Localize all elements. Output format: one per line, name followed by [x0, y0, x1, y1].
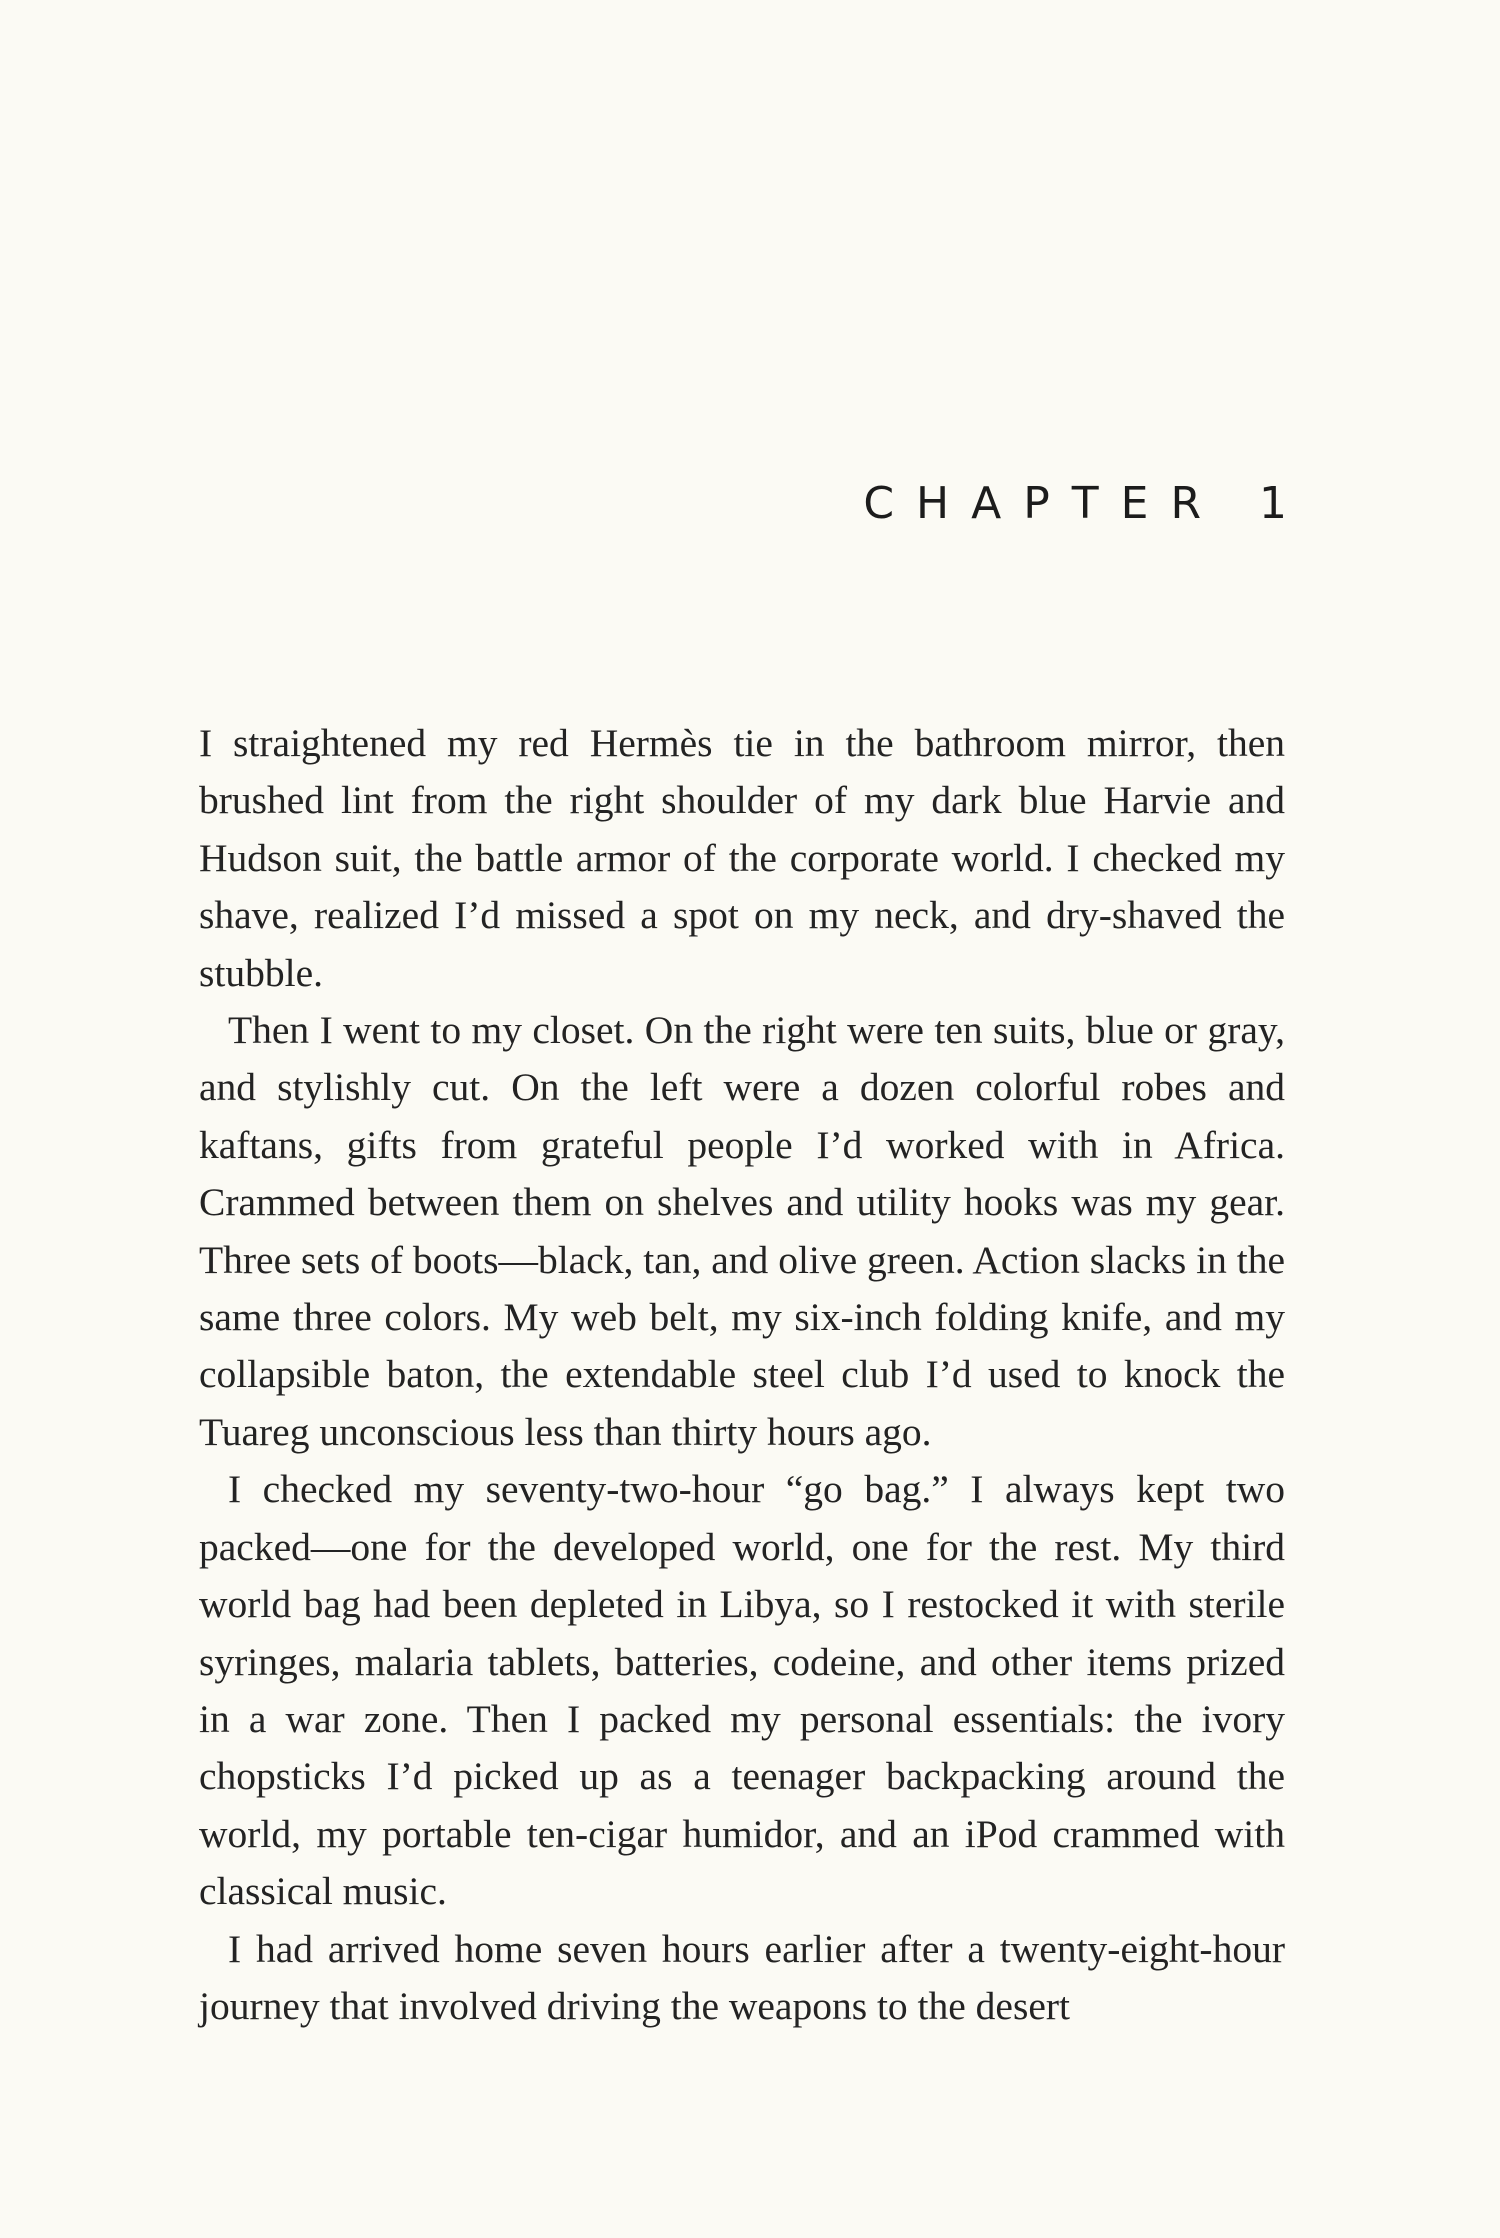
chapter-body — [199, 715, 1285, 2035]
paragraph-1: I straightened my red Hermès tie in the bathroom mirror, then brushed lint from the right shoulder of my dark blue Harvie and Hudson suit, the battle armor of the corporate world. I checked my shave, realized I’d missed a spot on my neck, and dry-shaved the stubble. — [199, 721, 1285, 995]
chapter-heading: CHAPTER 1 — [863, 478, 1309, 529]
paragraph-4: I had arrived home seven hours earlier after a twenty-eight-hour journey that involved driving the weapons to the desert — [199, 1926, 1285, 2028]
paragraph-2: Then I went to my closet. On the right were ten suits, blue or gray, and stylishly cut. On the left were a dozen colorful robes and kaftans, gifts from grateful people I’d worked with in Africa. Crammed between them on shelves and utility hooks was my gear. Three sets of boots—black, tan, and olive green. Action slacks in the same three colors. My web belt, my six-inch folding knife, and my collapsible baton, the extendable steel club I’d used to knock the Tuareg unconscious less than thirty hours ago. — [199, 1008, 1285, 1454]
paragraph-3: I checked my seventy-two-hour “go bag.” I always kept two packed—one for the developed world, one for the rest. My third world bag had been depleted in Libya, so I restocked it with sterile syringes, malaria tablets, batteries, codeine, and other items prized in a war zone. Then I packed my personal essentials: the ivory chopsticks I’d picked up as a teenager backpacking around the world, my portable ten-cigar humidor, and an iPod crammed with classical music. — [199, 1467, 1285, 1914]
